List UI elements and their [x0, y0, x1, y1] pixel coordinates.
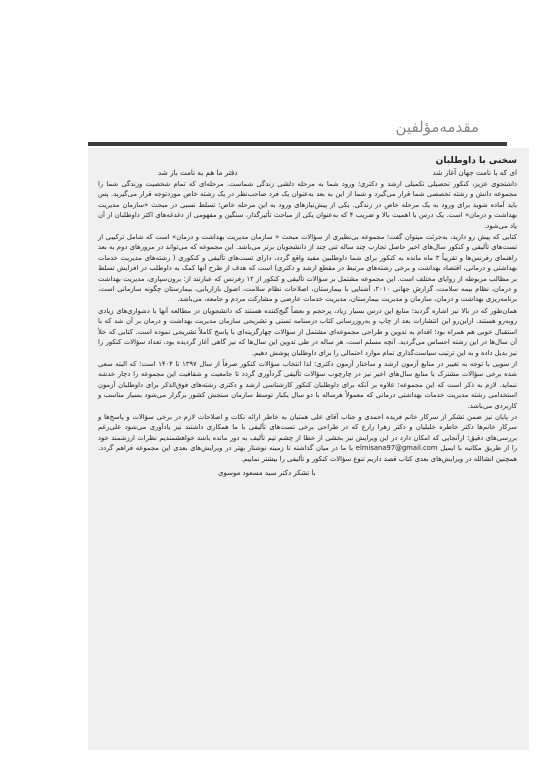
verse-right: ای که با نامت جهان آغاز شد [432, 168, 517, 177]
paragraph-1: داشتجوی عزیز، کنکور تحصیلی تکمیلی ارشد و دکتری؛ ورود شما به مرحله دلشی زندگی شماست. مرحله‌ای که تمام شخصیت وزندگی شما را مجموعه دانش و رشته تخصصی شما قرار می‌گیرد و شما از این به بعد به‌عنوان یک فرد صاحب‌نظر در یک رشته خاص موردتوجه قرار می‌گیرید. پس باید آماده شوید برای ورود به یک مرحله خاص در زندگی. یکی از پیش‌نیازهای ورود به این مرحله خاص؛ تسلط نسبی در مبحث «سازمان مدیریت بهداشت و درمان» است. یک درس با اهمیت بالا و ضریب ۴ که به‌عنوان یکی از مباحث تأثیرگذار، سنگین و مفهومی از دغدغه‌های اکثر داوطلبان از آن یاد می‌شود. [98, 180, 517, 230]
opening-verse [98, 168, 517, 178]
title-divider [88, 142, 507, 146]
preface-heading: سخنی با داوطلبان [435, 156, 517, 166]
paragraph-2: کتابی که پیش رو دارید، به‌جرئت میتوان گفت؛ مجموعه بی‌نظیری از سؤالات مبحث « سازمان مدیریت بهداشت و درمان» است که شامل ترکیبی از تست‌های تألیفی و کنکور سال‌های اخیر حاصل تجارب چند ساله تنی چند از دانشجویان برتر می‌باشد. این مجموعه که می‌تواند در مرورهای دوم به بعد راهنمای رفرنس‌ها و تقریباً ۳ ماه مانده به کنکور برای شما داوطلبین مفید واقع گردد، دارای تست‌های تألیفی و کنکوری ( رشته‌های مدیریت خدمات بهداشتی و درمانی، اقتصاد بهداشت و برخی رشته‌های مرتبط در مقطع ارشد و دکتری) است که هدف از طرح آنها کمک به داوطلب در افزایش تسلط بر مطالب مربوطه از زوایای مختلف است. این مجموعه مشتمل بر سؤالات تألیفی و کنکور از ۱۲ رفرنس که عبارتند از: برون‌سپاری، مدیریت بهداشت و درمان، نظام بیمه سلامت، گزارش جهانی ۲۰۱۰، آشنایی با بیمارستان، اصلاحات نظام سلامت، اصول بازاریابی، بیمارستان چگونه سازمانی است، برنامه‌ریزی بهداشت و درمان، سازمان و مدیریت بیمارستان، مدیریت خدمات عارضی و مشارکت مردم و جامعه، می‌باشد. [98, 233, 517, 304]
paragraph-3: همان‌طور که در بالا نیز اشاره گردید؛ منابع این درس بسیار زیاد، پرحجم و بعضاً گیج‌کننده هستند که دانشجویان در مطالعه آنها با دشواری‌های زیادی روبه‌رو هستند. ازاین‌رو این انتشارات بعد از چاپ و به‌روزرسانی کتاب درسنامه تستی و تشریحی سازمان مدیریت بهداشت و درمان بر آن شد که با استقبال خوبی هم همراه بود؛ اقدام به تدوین و طراحی مجموعه‌ای مشتمل از سؤالات چهارگزینه‌ای با پاسخ کاملاً تشریحی نموده است. کتابی که خلأ آن سال‌ها در این رشته احساس می‌گردید. آنچه مسلم است، هر ساله در طی تدوین این سال‌ها که نیز گاهی آغاز گردیده بود، تعداد سؤالات کنکور را نیز بدیل داده و به این ترتیب سیاست‌گذاری تمام موارد احتمالی را برای داوطلبان پوشش دهیم. [98, 306, 517, 357]
author-signature: با تشکر دکتر سید مسعود موسوی [218, 468, 316, 477]
paragraph-4: از سویی با توجه به تغییر در منابع آزمون ارشد و ساختار آزمون دکتری؛ لذا انتخاب سؤالات کنکور صرفاً از سال ۱۳۹۷ تا ۱۴۰۴ است؛ که البته سعی شده برخی سؤالات مشترک با منابع سال‌های اخیر نیز در چارچوب سؤالات تألیفی گردآوری گردد تا جامعیت و شفافیت این مجموعه را دچار خدشه ننماید. لازم به ذکر است که این مجموعه؛ علاوه بر آنکه برای داوطلبان کنکور کارشناسی ارشد و دکتری رشته‌های فوق‌الذکر برای داوطلبان آزمون استخدامی رشته مدیریت خدمات بهداشتی درمانی که معمولاً هرساله با دو سال یکبار توسط سازمان سنجش کشور برگزار می‌شود بسیار مناسب و کاربردی می‌باشد. [98, 359, 517, 410]
page-title: مقدمه‌مؤلفین [395, 118, 479, 136]
verse-left: دفتر ما هم به نامت باز شد [158, 168, 238, 177]
preface-content-box [88, 148, 529, 750]
paragraph-5: در پایان نیز ضمن تشکر از سرکار خانم فریده احمدی و جناب آقای علی همتیان به خاطر ارائه نکات و اصلاحات لازم در برخی سؤالات و پاسخ‌ها و سرکار خانم‌ها دکتر خاطره خلیلیان و دکتر زهرا زارع که در طراحی برخی تست‌های تألیفی با ما همکاری داشتند نیز یادآوری می‌شود علی‌رغم بررسی‌های دقیق؛ ازآنجایی که امکان دارد در این ویرایش نیز بخشی از خطا از چشم تیم تألیف به دور مانده باشد خواهشمندیم نظرات ارزشمند خود را از طریق مکاتبه با ایمیل elmisana97@gmail.com با ما در میان گذاشته تا زمینه نوشتار بهتر در ویرایش‌های بعدی این مجموعه فراهم گردد. همچنین انشالله در ویرایش‌های بعدی کتاب قصد داریم تنوع سؤالات کنکور و تألیفی را بیشتر نماییم. [98, 412, 517, 463]
